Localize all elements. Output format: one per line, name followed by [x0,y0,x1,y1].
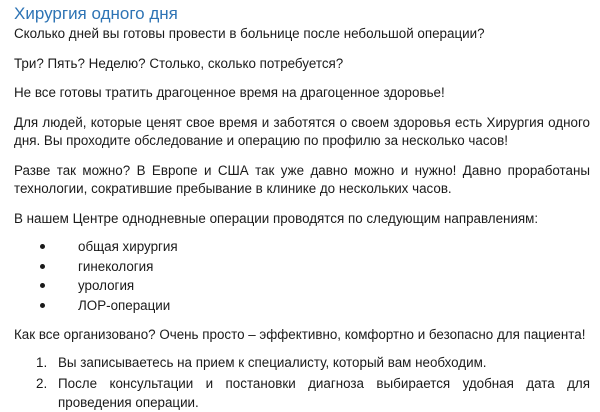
list-item-label: урология [78,278,134,293]
list-item [14,257,590,277]
paragraph-statement: Не все готовы тратить драгоценное время на драгоценное здоровье! [14,84,590,103]
list-item-label: ЛОР-операции [78,298,170,313]
paragraph-offer: Для людей, которые ценят свое время и заботятся о своем здоровья есть Хирургия одного дня. Вы проходите обследование и операцию по профилю за несколько часов! [14,114,590,151]
bullet-icon [40,244,45,249]
step-number: 2. [36,375,47,394]
list-item [14,237,590,257]
list-item-label: общая хирургия [78,239,178,254]
step-number: 1. [36,354,47,373]
paragraph-how-organized: Как все организовано? Очень просто – эффективно, комфортно и безопасно для пациента! [14,326,590,345]
paragraph-europe: Разве так можно? В Европе и США так уже давно можно и нужно! Давно проработаны технологии, сократившие пребывание в клинике до нескольких часов. [14,162,590,199]
list-item-label: гинекология [78,259,153,274]
steps-list [14,354,590,412]
directions-list [14,237,590,315]
list-item [14,354,590,373]
step-text: После консультации и постановки диагноза выбирается удобная дата для проведения операции. [58,376,590,410]
bullet-icon [40,303,45,308]
document-title: Хирургия одного дня [14,0,590,25]
bullet-icon [40,264,45,269]
paragraph-directions-intro: В нашем Центре однодневные операции проводятся по следующим направлениям: [14,210,590,229]
step-text: Вы записываетесь на прием к специалисту, который вам необходим. [58,355,487,370]
list-item [14,375,590,412]
paragraph-options: Три? Пять? Неделю? Столько, сколько потребуется? [14,55,590,74]
paragraph-question: Сколько дней вы готовы провести в больнице после небольшой операции? [14,25,590,44]
bullet-icon [40,283,45,288]
list-item [14,296,590,316]
list-item [14,276,590,296]
